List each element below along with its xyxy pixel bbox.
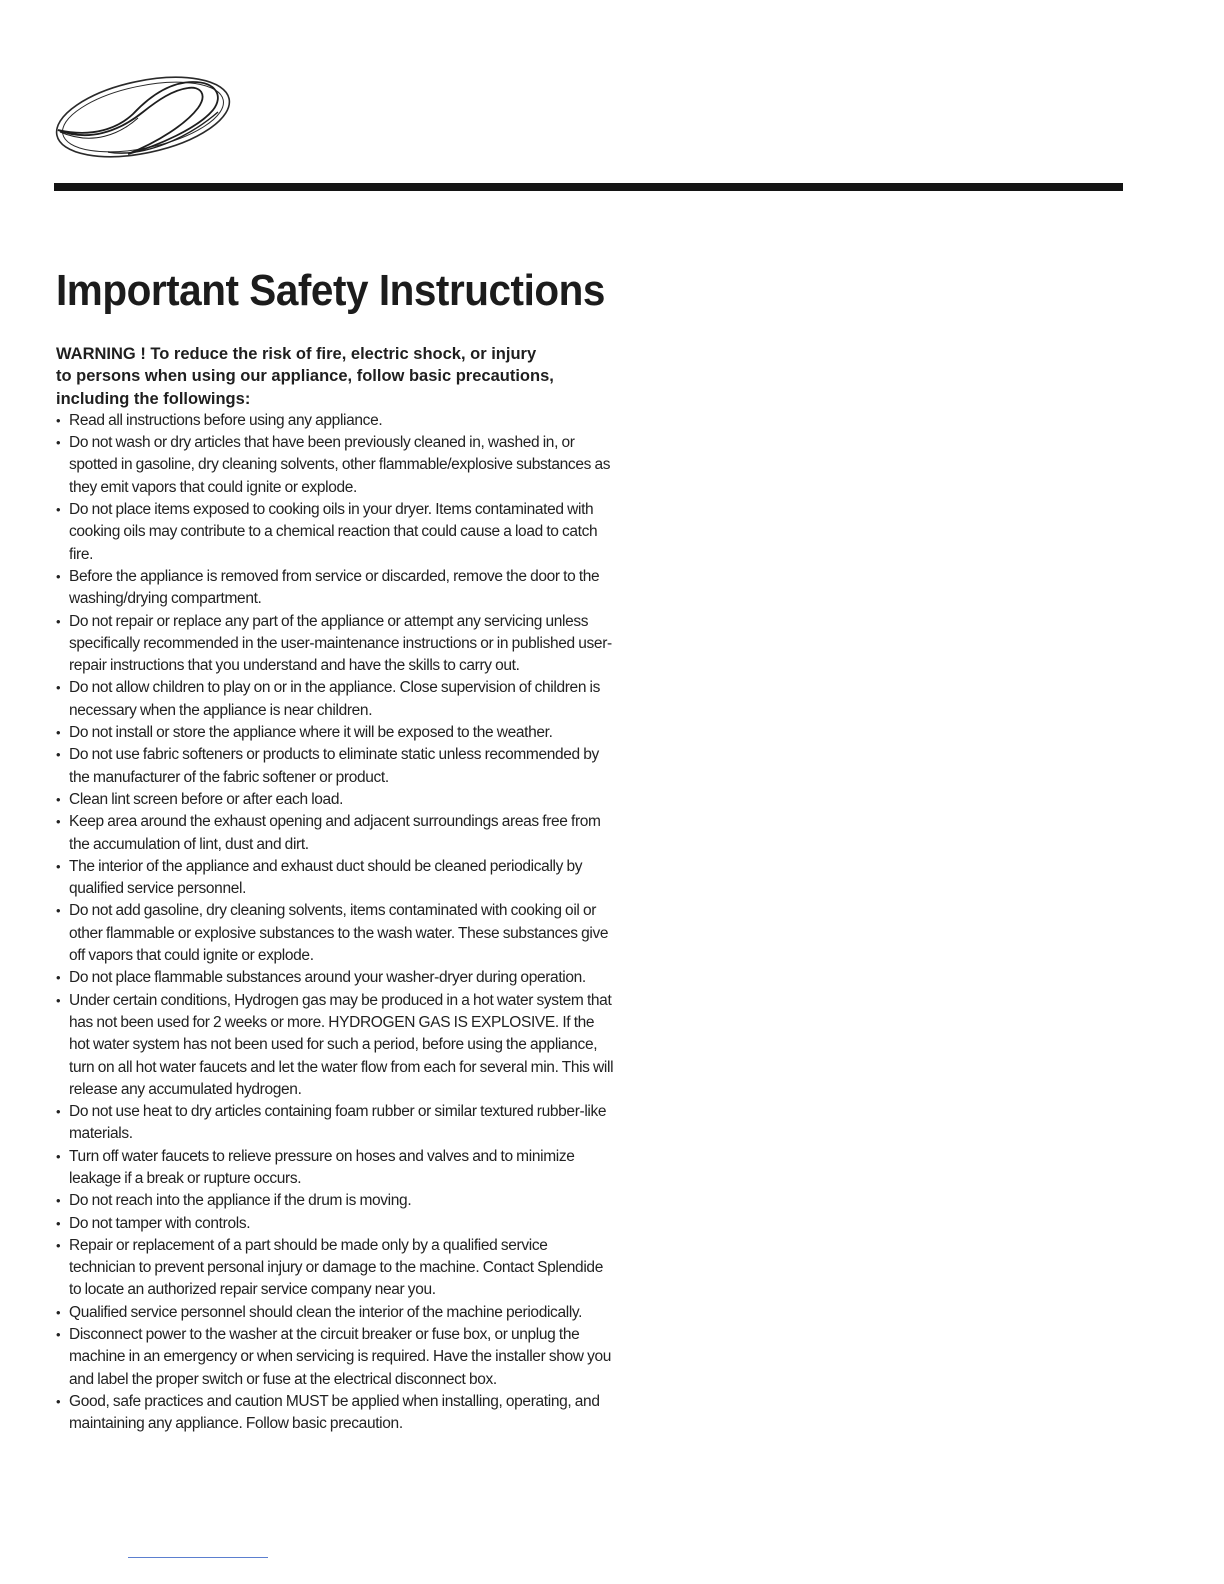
instruction-text: Read all instructions before using any appliance. <box>69 411 383 429</box>
bullet-icon: • <box>56 747 61 763</box>
instruction-item <box>56 1324 616 1391</box>
instruction-text: Good, safe practices and caution MUST be applied when installing, operating, and maintaining any appliance. Follow basic precaution. <box>69 1392 600 1433</box>
instruction-item <box>56 677 616 722</box>
bullet-icon: • <box>56 435 61 451</box>
brand-logo-icon <box>48 72 238 162</box>
instruction-item <box>56 1213 616 1235</box>
instruction-text: Turn off water faucets to relieve pressure on hoses and valves and to minimize leakage if a break or rupture occurs. <box>69 1147 575 1187</box>
instruction-text: Clean lint screen before or after each load. <box>69 790 344 808</box>
bullet-icon: • <box>56 412 61 428</box>
page-title: Important Safety Instructions <box>56 266 605 315</box>
bullet-icon: • <box>56 1327 61 1343</box>
instruction-item <box>56 566 616 611</box>
instruction-text: Do not place items exposed to cooking oils in your dryer. Items contaminated with cooking oils may contribute to a chemical reaction that could cause a load to catch fire. <box>69 501 598 563</box>
bullet-icon: • <box>56 1237 61 1253</box>
bullet-icon: • <box>56 791 61 807</box>
instruction-item <box>56 1146 616 1191</box>
bullet-icon: • <box>56 814 61 830</box>
instruction-text: Do not place flammable substances around your washer-dryer during operation. <box>69 969 586 987</box>
instruction-text: Keep area around the exhaust opening and adjacent surroundings areas free from the accumulation of lint, dust and dirt. <box>69 813 601 853</box>
instruction-text: Do not allow children to play on or in the appliance. Close supervision of children is necessary when the appliance is near children. <box>69 679 601 719</box>
safety-content <box>56 343 616 1436</box>
instruction-text: Do not use fabric softeners or products to eliminate static unless recommended by the manufacturer of the fabric softener or product. <box>69 746 599 786</box>
warning-paragraph: WARNING ! To reduce the risk of fire, electric shock, or injury to persons when using our appliance, follow basic precautions, including the followings: <box>56 345 554 408</box>
bullet-icon: • <box>56 1304 61 1320</box>
instruction-item <box>56 1391 616 1436</box>
instruction-item <box>56 990 616 1101</box>
instruction-list <box>56 410 616 1436</box>
instruction-text: Do not wash or dry articles that have been previously cleaned in, washed in, or spotted in gasoline, dry cleaning solvents, other flammable/explosive substances as they emit vapors that could ignite or explode. <box>69 434 611 496</box>
instruction-item <box>56 1302 616 1324</box>
instruction-text: Do not reach into the appliance if the drum is moving. <box>69 1192 412 1210</box>
instruction-text: The interior of the appliance and exhaust duct should be cleaned periodically by qualified service personnel. <box>69 857 583 898</box>
instruction-text: Do not use heat to dry articles containing foam rubber or similar textured rubber-like materials. <box>69 1103 607 1143</box>
bullet-icon: • <box>56 1148 61 1164</box>
bullet-icon: • <box>56 613 61 629</box>
bullet-icon: • <box>56 1215 61 1231</box>
instruction-text: Do not install or store the appliance where it will be exposed to the weather. <box>69 724 553 742</box>
bullet-icon: • <box>56 1193 61 1209</box>
bullet-icon: • <box>56 970 61 986</box>
instruction-item <box>56 811 616 856</box>
instruction-text: Under certain conditions, Hydrogen gas may be produced in a hot water system that has not been used for 2 weeks or more. HYDROGEN GAS IS EXPLOSIVE. If the hot water system has not been used for such a period, before using the appliance, turn on all hot water faucets and let the water flow from each for several min. This will release any accumulated hydrogen. <box>69 991 614 1098</box>
instruction-text: Disconnect power to the washer at the circuit breaker or fuse box, or unplug the machine in an emergency or when servicing is required. Have the installer show you and label the proper switch or fuse at the electrical disconnect box. <box>69 1326 612 1388</box>
bullet-icon: • <box>56 1393 61 1409</box>
bullet-icon: • <box>56 992 61 1008</box>
instruction-item <box>56 744 616 789</box>
instruction-item <box>56 722 616 744</box>
bullet-icon: • <box>56 502 61 518</box>
instruction-item <box>56 432 616 499</box>
instruction-item <box>56 1235 616 1302</box>
instruction-item <box>56 789 616 811</box>
instruction-text: Repair or replacement of a part should be made only by a qualified service technician to prevent personal injury or damage to the machine. Contact Splendide to locate an authorized repair service company near you. <box>69 1236 603 1299</box>
instruction-item <box>56 611 616 678</box>
instruction-item <box>56 856 616 901</box>
footer-link-line <box>128 1557 268 1558</box>
instruction-item <box>56 1101 616 1146</box>
instruction-text: Do not add gasoline, dry cleaning solvents, items contaminated with cooking oil or other flammable or explosive substances to the wash water. These substances give off vapors that could ignite or explode. <box>69 902 609 965</box>
bullet-icon: • <box>56 903 61 919</box>
instruction-item <box>56 499 616 566</box>
instruction-item <box>56 967 616 989</box>
bullet-icon: • <box>56 680 61 696</box>
instruction-text: Qualified service personnel should clean the interior of the machine periodically. <box>69 1303 583 1321</box>
instruction-item <box>56 1190 616 1212</box>
header-rule <box>54 183 1123 191</box>
bullet-icon: • <box>56 725 61 741</box>
instruction-text: Do not repair or replace any part of the appliance or attempt any servicing unless specifically recommended in the user-maintenance instructions or in published user-repair instructions that you understand and have the skills to carry out. <box>69 612 612 675</box>
bullet-icon: • <box>56 858 61 874</box>
bullet-icon: • <box>56 568 61 584</box>
instruction-item <box>56 410 616 432</box>
instruction-item <box>56 900 616 967</box>
bullet-icon: • <box>56 1104 61 1120</box>
instruction-text: Before the appliance is removed from service or discarded, remove the door to the washing/drying compartment. <box>69 567 600 608</box>
instruction-text: Do not tamper with controls. <box>69 1214 251 1232</box>
